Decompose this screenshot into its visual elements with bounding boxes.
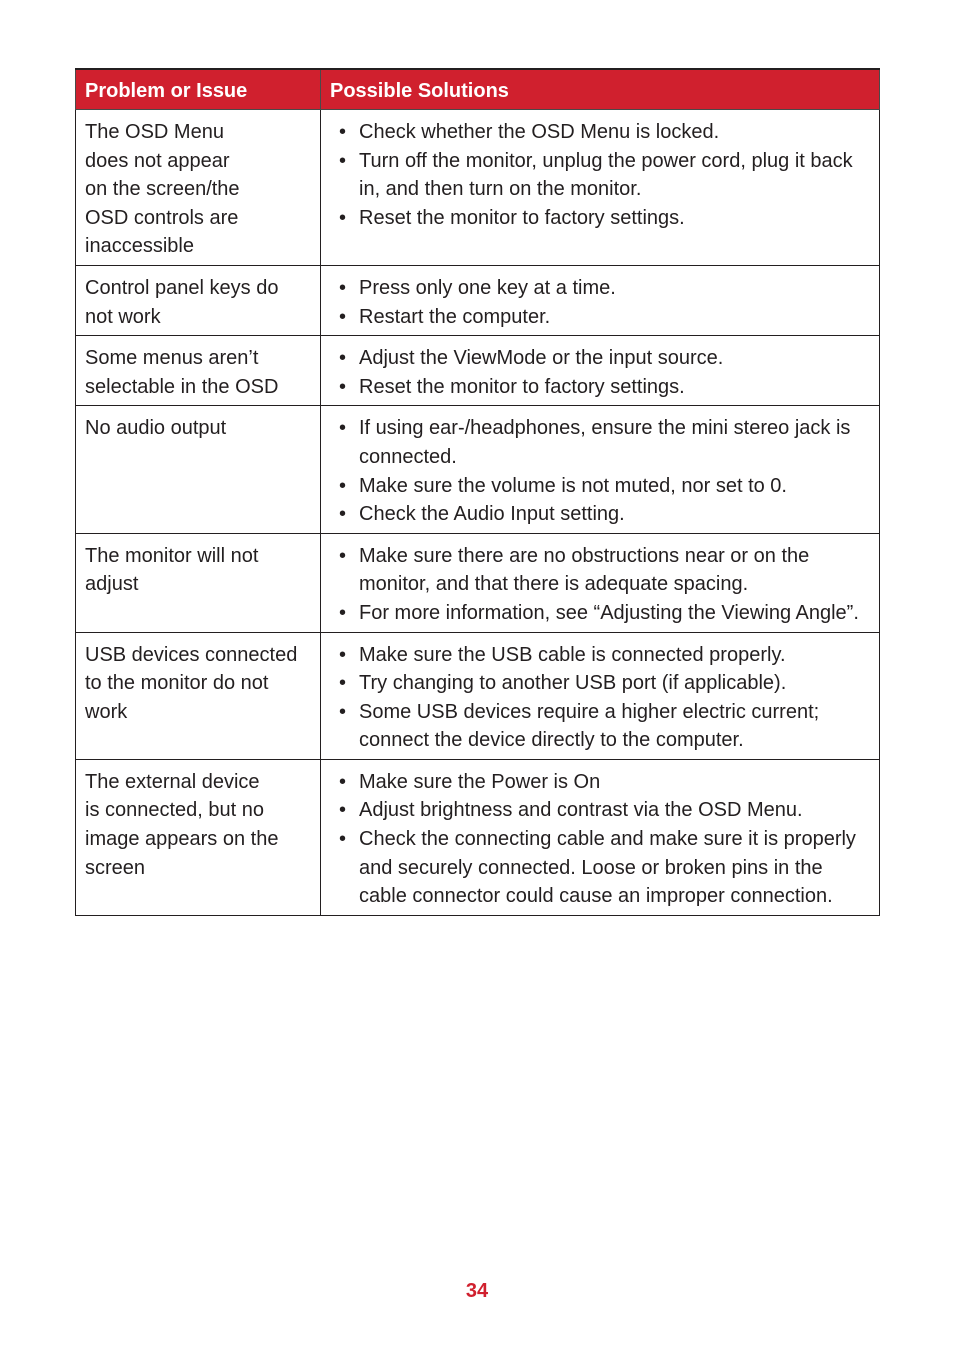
column-header-problem: Problem or Issue — [76, 69, 321, 110]
solutions-cell — [321, 406, 880, 533]
table-header-row — [76, 69, 880, 110]
solution-item: • Check whether the OSD Menu is locked. — [330, 118, 870, 147]
solutions-list — [330, 274, 870, 331]
problem-text: Control panel keys do not work — [85, 276, 279, 328]
solution-item: • Reset the monitor to factory settings. — [330, 204, 870, 233]
solutions-cell — [321, 265, 880, 335]
solution-item: • Turn off the monitor, unplug the power cord, plug it back in, and then turn on the monitor. — [330, 147, 870, 204]
solution-item: • Check the connecting cable and make sure it is properly and securely connected. Loose or broken pins in the cable connector could cause an improper connection. — [330, 825, 870, 911]
table-row — [76, 759, 880, 915]
solution-item: • Press only one key at a time. — [330, 274, 870, 303]
troubleshooting-table — [75, 68, 880, 916]
solution-item: • Try changing to another USB port (if applicable). — [330, 669, 870, 698]
solutions-list — [330, 542, 870, 628]
column-header-solutions: Possible Solutions — [321, 69, 880, 110]
solutions-list — [330, 414, 870, 528]
table-row — [76, 110, 880, 266]
table-row — [76, 265, 880, 335]
problem-text: No audio output — [85, 417, 227, 440]
solution-item: • For more information, see “Adjusting the Viewing Angle”. — [330, 599, 870, 628]
solution-item: • Make sure the USB cable is connected properly. — [330, 641, 870, 670]
problem-cell — [76, 632, 321, 759]
table-row — [76, 406, 880, 533]
problem-text: The OSD Menu does not appear on the screen/the OSD controls are inaccessible — [85, 121, 240, 258]
solution-item: • Make sure the Power is On — [330, 768, 870, 797]
table-row — [76, 336, 880, 406]
solutions-cell — [321, 533, 880, 632]
solution-item: • Adjust brightness and contrast via the OSD Menu. — [330, 796, 870, 825]
solutions-cell — [321, 759, 880, 915]
solutions-list — [330, 344, 870, 401]
solutions-cell — [321, 632, 880, 759]
solution-item: • Adjust the ViewMode or the input source. — [330, 344, 870, 373]
solution-item: • Restart the computer. — [330, 303, 870, 332]
solution-item: • If using ear-/headphones, ensure the mini stereo jack is connected. — [330, 414, 870, 471]
problem-cell — [76, 533, 321, 632]
problem-cell — [76, 759, 321, 915]
problem-cell — [76, 110, 321, 266]
solution-item: • Reset the monitor to factory settings. — [330, 373, 870, 402]
page-number: 34 — [465, 1280, 489, 1302]
solution-item: • Some USB devices require a higher electric current; connect the device directly to the computer. — [330, 698, 870, 755]
solutions-cell — [321, 110, 880, 266]
problem-text: The monitor will not adjust — [85, 544, 259, 596]
solutions-list — [330, 641, 870, 755]
solutions-list — [330, 118, 870, 232]
table-row — [76, 632, 880, 759]
table-body — [76, 110, 880, 916]
problem-text: The external device is connected, but no image appears on the screen — [85, 770, 279, 879]
problem-cell — [76, 406, 321, 533]
solution-item: • Check the Audio Input setting. — [330, 500, 870, 529]
table-row — [76, 533, 880, 632]
solution-item: • Make sure there are no obstructions near or on the monitor, and that there is adequate spacing. — [330, 542, 870, 599]
problem-text: USB devices connected to the monitor do not work — [85, 643, 298, 723]
problem-cell — [76, 336, 321, 406]
problem-text: Some menus aren’t selectable in the OSD — [85, 347, 279, 398]
problem-cell — [76, 265, 321, 335]
solutions-list — [330, 768, 870, 911]
solution-item: • Make sure the volume is not muted, nor set to 0. — [330, 472, 870, 501]
solutions-cell — [321, 336, 880, 406]
